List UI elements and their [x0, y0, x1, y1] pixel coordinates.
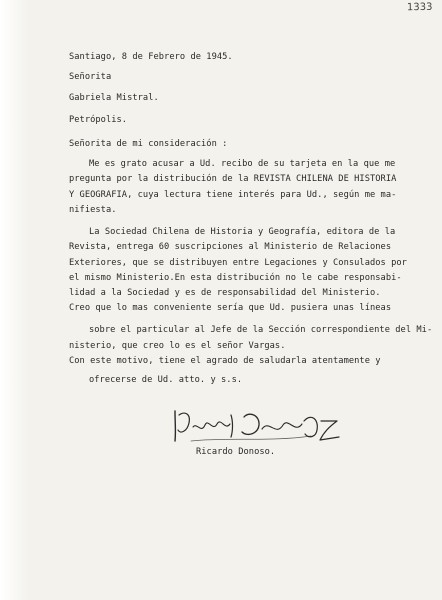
body-line: lidad a la Sociedad y es de responsabilidad del Ministerio.	[69, 288, 381, 298]
body-line: Me es grato acusar a Ud. recibo de su tarjeta en la que me	[89, 159, 396, 169]
signer-name: Ricardo Donoso.	[196, 447, 276, 457]
recipient-title: Señorita	[69, 72, 112, 82]
handwritten-signature	[167, 403, 347, 449]
body-line: Revista, entrega 60 suscripciones al Ministerio de Relaciones	[69, 242, 392, 252]
body-line: Exteriores, que se distribuyen entre Legaciones y Consulados por	[69, 258, 407, 268]
body-line: sobre el particular al Jefe de la Sección correspondiente del Mi-	[89, 325, 433, 335]
recipient-name: Gabriela Mistral.	[69, 93, 159, 103]
date-line: Santiago, 8 de Febrero de 1945.	[69, 52, 233, 62]
salutation: Señorita de mi consideración :	[69, 139, 228, 149]
catalog-number: 1333	[406, 1, 433, 14]
body-line: nifiesta.	[69, 205, 117, 215]
body-line: Creo que lo mas conveniente sería que Ud. pusiera unas líneas	[69, 303, 392, 313]
body-line: el mismo Ministerio.En esta distribución no le cabe responsabi-	[69, 273, 402, 283]
body-line: Y GEOGRAFIA, cuya lectura tiene interés para Ud., según me ma-	[69, 190, 397, 200]
body-line: La Sociedad Chilena de Historia y Geografía, editora de la	[89, 227, 396, 237]
body-line: Con este motivo, tiene el agrado de saludarla atentamente y	[69, 356, 381, 366]
body-line: ofrecerse de Ud. atto. y s.s.	[89, 375, 243, 385]
page-margin	[0, 0, 30, 600]
body-line: pregunta por la distribución de la REVISTA CHILENA DE HISTORIA	[69, 174, 397, 184]
recipient-city: Petrópolis.	[69, 115, 128, 125]
body-line: nisterio, que creo lo es el señor Vargas.	[69, 341, 286, 351]
